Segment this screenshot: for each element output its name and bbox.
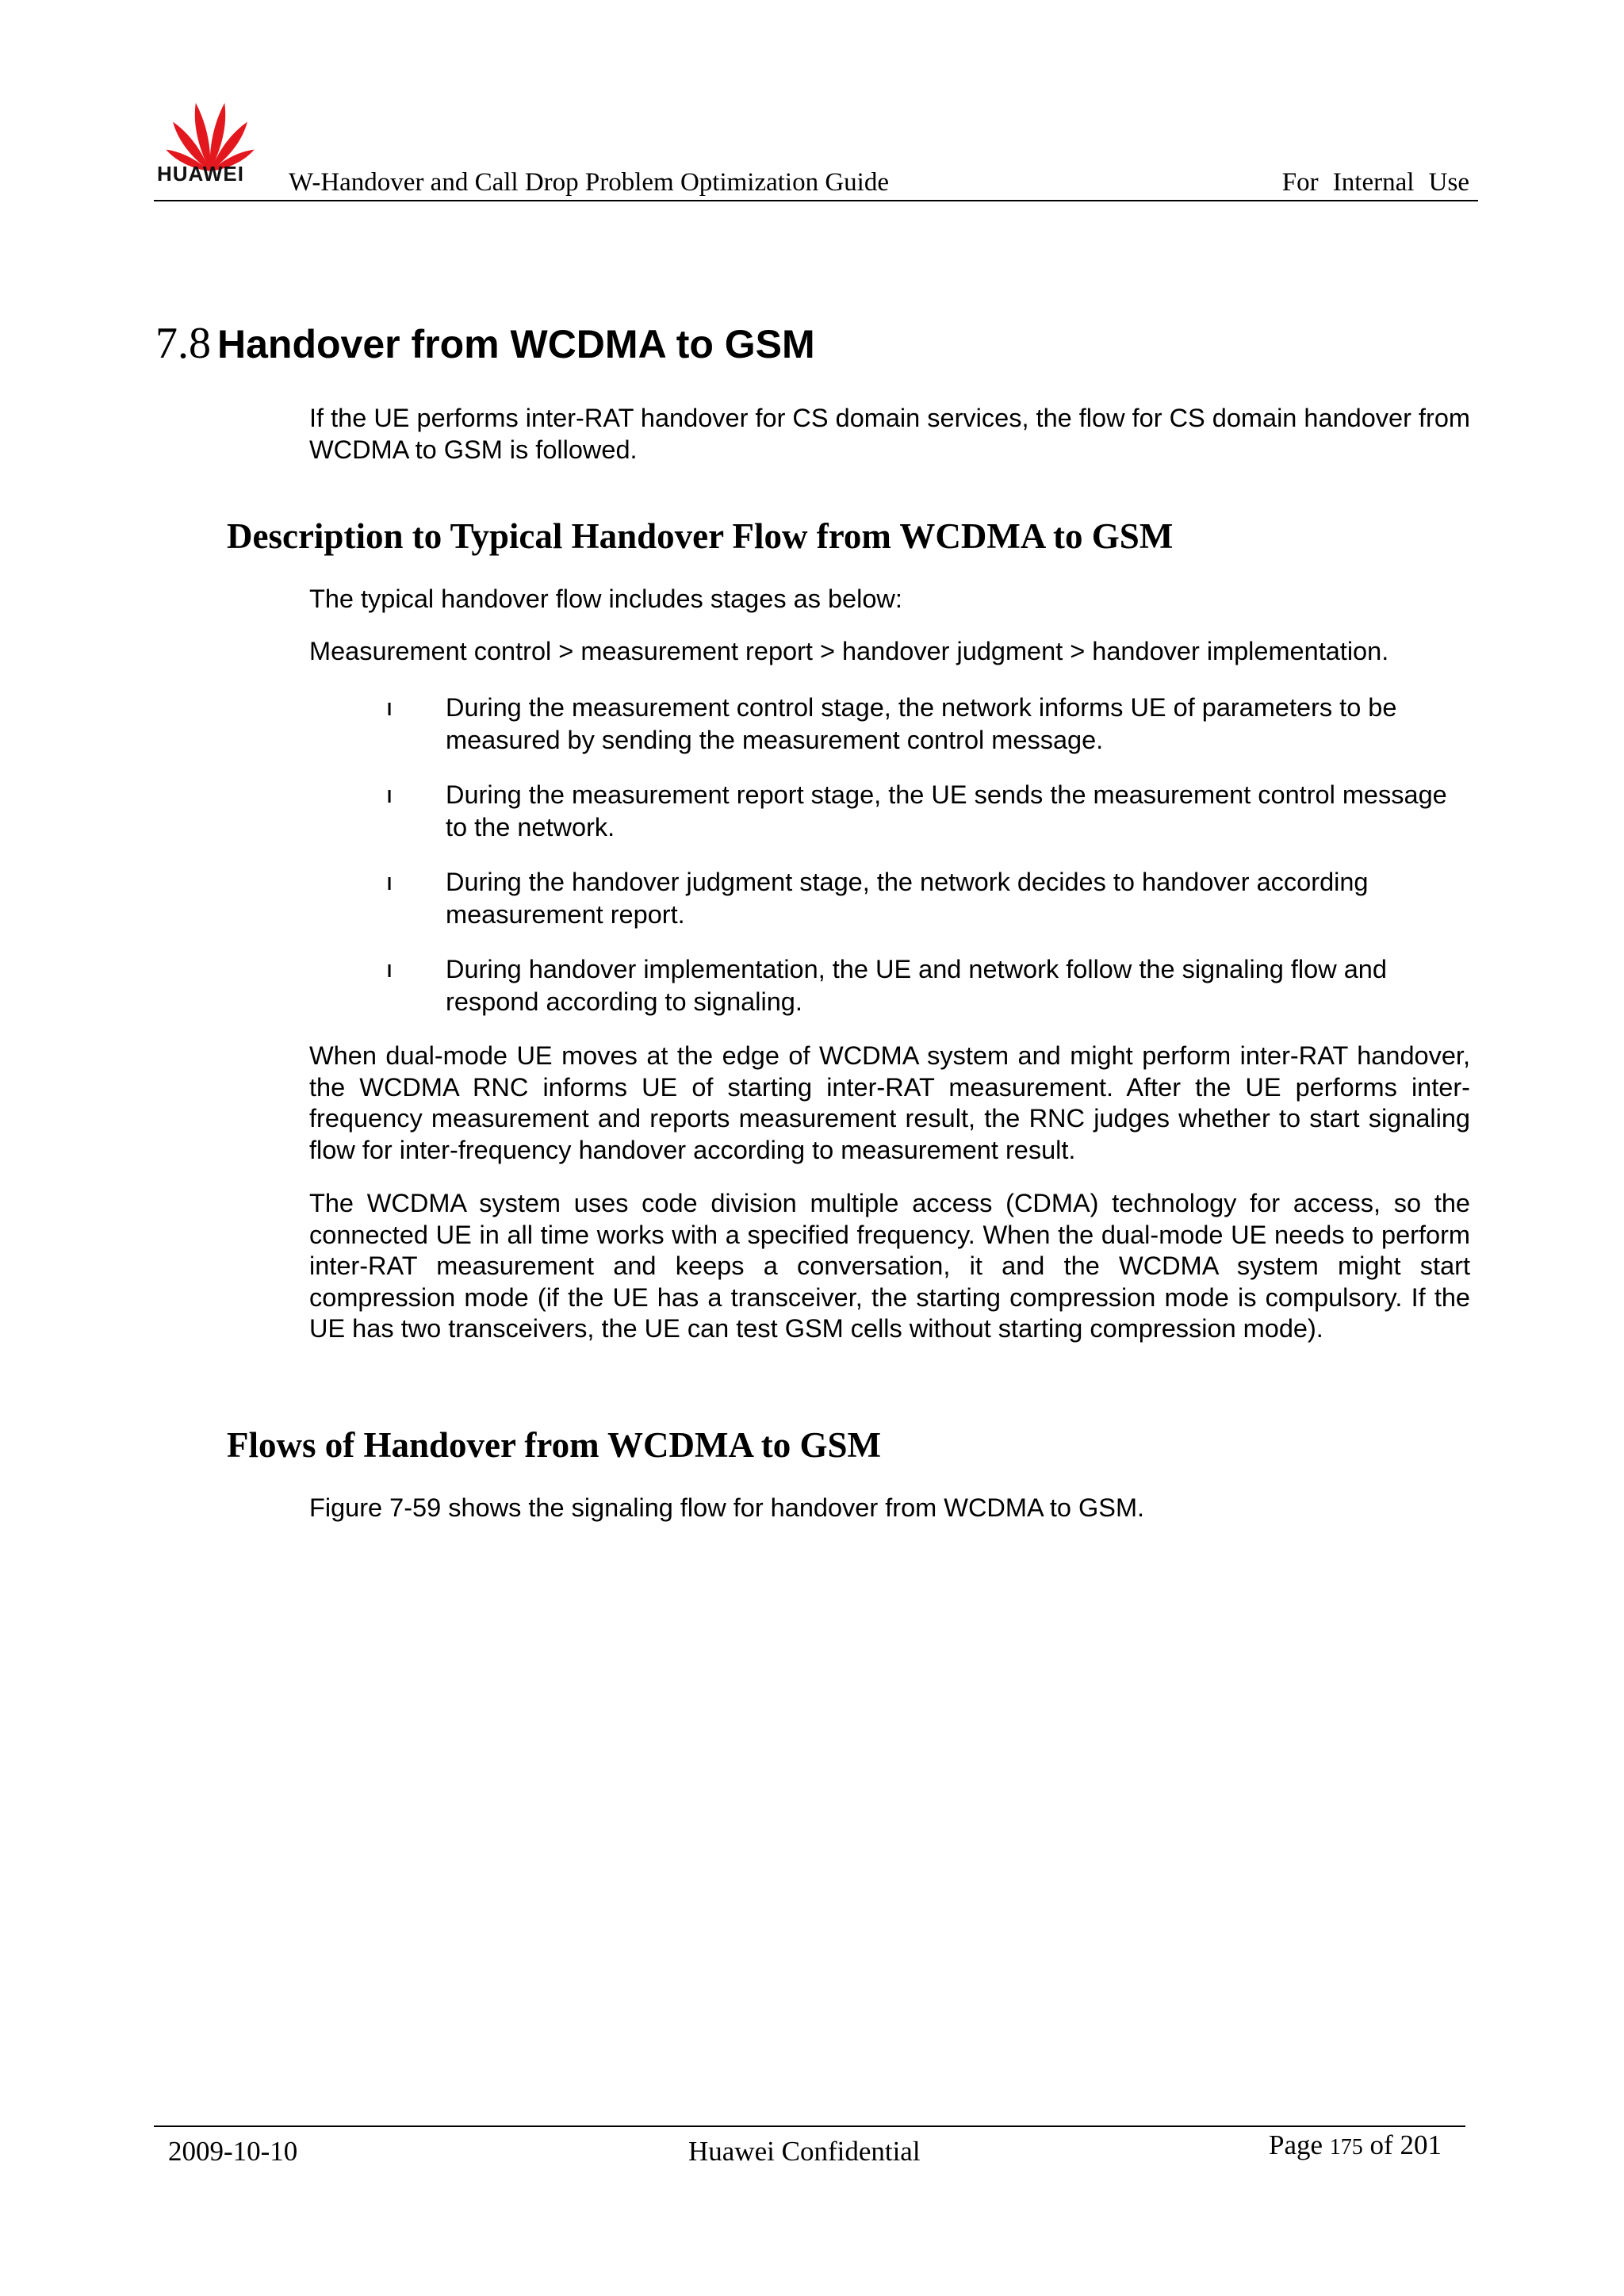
- paragraph-stages-list: Measurement control > measurement report > handover judgment > handover implementation.: [309, 637, 1389, 665]
- subsection-heading-description: Description to Typical Handover Flow from WCDMA to GSM: [227, 516, 1174, 556]
- bullet-item: During the measurement report stage, the UE sends the measurement control message to the network.: [446, 780, 1447, 841]
- bullet-item: During handover implementation, the UE and network follow the signaling flow and respond according to signaling.: [446, 955, 1387, 1016]
- intro-paragraph: If the UE performs inter-RAT handover for CS domain services, the flow for CS domain handover from WCDMA to GSM is followed.: [309, 404, 1470, 464]
- bullet-marker: l: [387, 787, 393, 807]
- paragraph-dual-mode: When dual-mode UE moves at the edge of WCDMA system and might perform inter-RAT handover, the WCDMA RNC informs UE of starting inter-RAT measurement. After the UE performs inter-frequency measurement and reports measurement result, the RNC judges whether to start signaling flow for inter-frequency handover according to measurement result.: [309, 1041, 1470, 1164]
- paragraph-stages-intro: The typical handover flow includes stages as below:: [309, 585, 902, 613]
- section-number: 7.8: [155, 319, 211, 368]
- page-number: [1269, 2129, 1442, 2161]
- section-heading: [155, 317, 815, 370]
- header-divider: [154, 200, 1478, 201]
- bullet-marker: l: [387, 874, 393, 894]
- classification-label: For Internal Use: [1281, 168, 1469, 197]
- bullet-marker: l: [387, 961, 393, 981]
- bullet-marker: l: [387, 700, 393, 719]
- footer-divider: [154, 2125, 1465, 2127]
- bullet-item: During the measurement control stage, the network informs UE of parameters to be measured by sending the measurement control message.: [446, 693, 1397, 754]
- page-total: 201: [1400, 2129, 1442, 2160]
- footer-date: 2009-10-10: [168, 2136, 298, 2167]
- section-title: Handover from WCDMA to GSM: [217, 322, 815, 366]
- subsection-heading-flows: Flows of Handover from WCDMA to GSM: [227, 1425, 881, 1465]
- logo-wordmark: HUAWEI: [157, 162, 244, 186]
- page-current: 175: [1329, 2135, 1363, 2160]
- page-prefix: Page: [1269, 2129, 1323, 2160]
- bullet-item: During the handover judgment stage, the network decides to handover according measurement report.: [446, 868, 1369, 929]
- page-of: of: [1369, 2129, 1393, 2160]
- footer-confidential: Huawei Confidential: [688, 2136, 921, 2167]
- paragraph-cdma: The WCDMA system uses code division multiple access (CDMA) technology for access, so the connected UE in all time works with a specified frequency. When the dual-mode UE needs to perform inter-RAT measurement and keeps a conversation, it and the WCDMA system might start compression mode (if the UE has a transceiver, the starting compression mode is compulsory. If the UE has two transceivers, the UE can test GSM cells without starting compression mode).: [309, 1189, 1470, 1343]
- paragraph-figure-reference: Figure 7-59 shows the signaling flow for handover from WCDMA to GSM.: [309, 1493, 1145, 1522]
- document-title: W-Handover and Call Drop Problem Optimization Guide: [289, 168, 890, 197]
